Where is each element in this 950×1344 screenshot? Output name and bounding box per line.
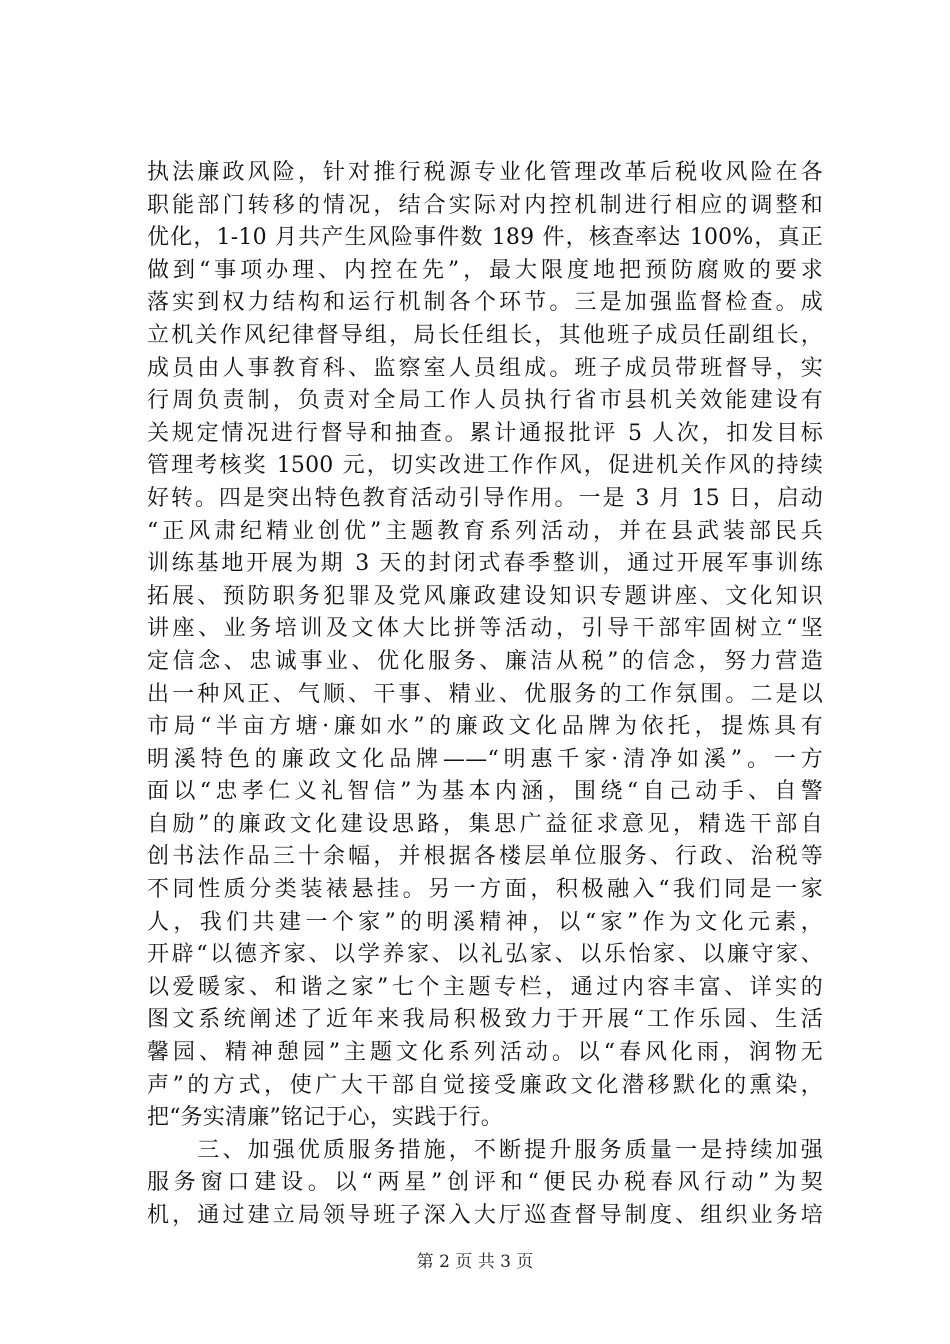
text-line: 关规定情况进行督导和抽查。累计通报批评 5 人次，扣发目标 xyxy=(147,420,823,446)
text-line: 立机关作风纪律督导组，局长任组长，其他班子成员任副组长， xyxy=(147,322,823,348)
document-body xyxy=(147,157,823,1233)
text-line: 拓展、预防职务犯罪及党风廉政建设知识专题讲座、文化知识 xyxy=(147,583,823,609)
text-line: 出一种风正、气顺、干事、精业、优服务的工作氛围。二是以 xyxy=(147,681,823,707)
text-line: 面以“忠孝仁义礼智信”为基本内涵，围绕“自己动手、自警 xyxy=(147,779,823,805)
text-line: 落实到权力结构和运行机制各个环节。三是加强监督检查。成 xyxy=(147,290,823,316)
text-line: 以爱暖家、和谐之家”七个主题专栏，通过内容丰富、详实的 xyxy=(147,974,823,1000)
text-line: 训练基地开展为期 3 天的封闭式春季整训，通过开展军事训练 xyxy=(147,551,823,577)
text-line: 开辟“以德齐家、以学养家、以礼弘家、以乐怡家、以廉守家、 xyxy=(147,942,823,968)
text-line: “正风肃纪精业创优”主题教育系列活动，并在县武装部民兵 xyxy=(147,518,823,544)
page-number-footer: 第 2 页 共 3 页 xyxy=(416,1252,534,1272)
text-line: 职能部门转移的情况，结合实际对内控机制进行相应的调整和 xyxy=(147,192,823,218)
text-line: 服务窗口建设。以“两星”创评和“便民办税春风行动”为契 xyxy=(147,1170,823,1196)
text-line: 管理考核奖 1500 元，切实改进工作作风，促进机关作风的持续 xyxy=(147,453,823,479)
text-line: 机，通过建立局领导班子深入大厅巡查督导制度、组织业务培 xyxy=(147,1203,823,1228)
text-line: 自励”的廉政文化建设思路，集思广益征求意见，精选干部自 xyxy=(147,811,823,837)
text-line: 图文系统阐述了近年来我局积极致力于开展“工作乐园、生活 xyxy=(147,1007,823,1033)
text-line: 优化，1-10 月共产生风险事件数 189 件，核查率达 100%，真正 xyxy=(147,225,823,251)
text-line: 做到“事项办理、内控在先”，最大限度地把预防腐败的要求 xyxy=(147,257,823,283)
text-line: 好转。四是突出特色教育活动引导作用。一是 3 月 15 日，启动 xyxy=(147,485,823,511)
text-line: 人，我们共建一个家”的明溪精神，以“家”作为文化元素， xyxy=(147,909,823,935)
text-line: 定信念、忠诚事业、优化服务、廉洁从税”的信念，努力营造 xyxy=(147,648,823,674)
text-line: 明溪特色的廉政文化品牌——“明惠千家·清净如溪”。一方 xyxy=(147,746,823,772)
text-line: 行周负责制，负责对全局工作人员执行省市县机关效能建设有 xyxy=(147,388,823,414)
text-line: 成员由人事教育科、监察室人员组成。班子成员带班督导，实 xyxy=(147,355,823,381)
text-line: 市局“半亩方塘·廉如水”的廉政文化品牌为依托，提炼具有 xyxy=(147,714,823,740)
text-line: 声”的方式，使广大干部自觉接受廉政文化潜移默化的熏染， xyxy=(147,1072,823,1098)
text-line: 不同性质分类装裱悬挂。另一方面，积极融入“我们同是一家 xyxy=(147,877,823,903)
text-line: 馨园、精神憩园”主题文化系列活动。以“春风化雨，润物无 xyxy=(147,1040,823,1066)
text-line: 创书法作品三十余幅，并根据各楼层单位服务、行政、治税等 xyxy=(147,844,823,870)
text-line: 执法廉政风险，针对推行税源专业化管理改革后税收风险在各 xyxy=(147,160,823,185)
text-line: 讲座、业务培训及文体大比拼等活动，引导干部牢固树立“坚 xyxy=(147,616,823,642)
text-line-paragraph-end: 把“务实清廉”铭记于心，实践于行。 xyxy=(147,1105,503,1131)
text-line-section-start: 三、加强优质服务措施，不断提升服务质量一是持续加强 xyxy=(147,1137,823,1163)
